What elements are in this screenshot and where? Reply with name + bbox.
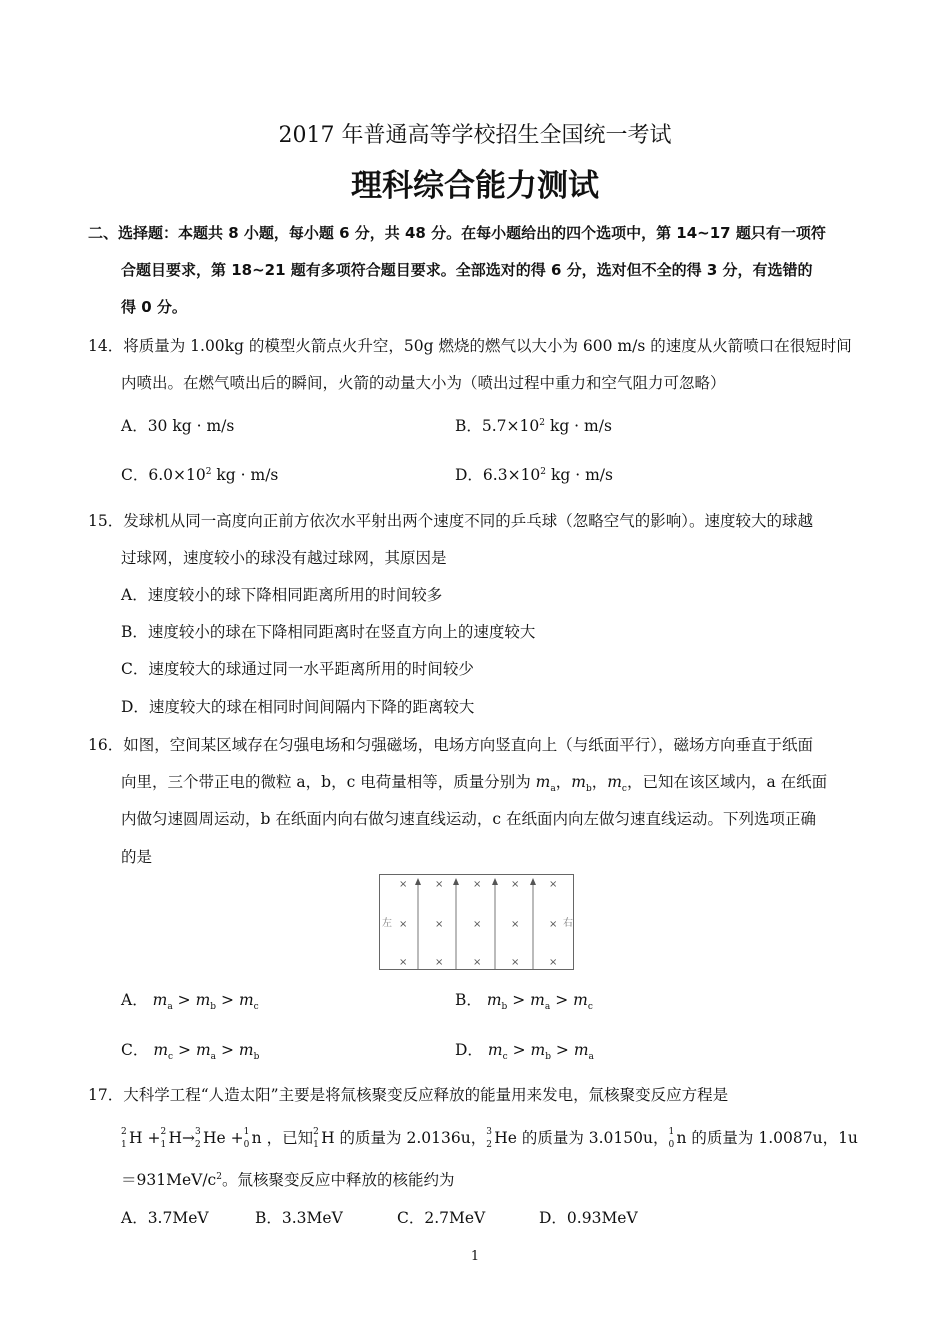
nuclide-n-nums [244, 1129, 252, 1149]
nuclide-he3-nums [195, 1129, 203, 1149]
field-cross-0-1: × [435, 879, 444, 890]
comma-2: ， [591, 773, 608, 791]
q17-option-d: D．0.93MeV [539, 1209, 638, 1227]
q16-d-m1: m [487, 1041, 503, 1059]
q16-option-c-label: C． [121, 1041, 149, 1059]
q16-a-s2: b [210, 1002, 217, 1012]
q14-option-b [455, 414, 612, 436]
q16-c-s1: c [168, 1052, 174, 1062]
q15-stem-line-2: 过球网，速度较小的球没有越过球网，其原因是 [121, 549, 447, 567]
field-cross-2-2: × [473, 957, 482, 968]
q16-d-s1: c [502, 1052, 508, 1062]
subject-title: 理科综合能力测试 [351, 168, 599, 204]
q17-equation-line [121, 1126, 858, 1149]
nuclide-n-b: n [676, 1129, 687, 1147]
field-cross-2-0: × [399, 957, 408, 968]
q16-d-gt2: > [555, 1041, 569, 1059]
field-diagram [379, 874, 574, 970]
n4b: 0 [243, 1140, 250, 1150]
field-cross-1-0: × [399, 919, 408, 930]
q15-stem-line-1: 15．发球机从同一高度向正前方依次水平射出两个速度不同的乒乓球（忽略空气的影响）。速度较大的球越 [88, 512, 813, 530]
mass-c-sub: c [621, 784, 627, 794]
q16-b-s3: c [587, 1002, 593, 1012]
q15-option-d: D．速度较大的球在相同时间间隔内下降的距离较大 [121, 698, 475, 716]
mass-b: m [571, 773, 586, 791]
nuclide-h2-b: H [168, 1129, 182, 1147]
q17-stem-line-1: 17．大科学工程“人造太阳”主要是将氚核聚变反应释放的能量用来发电，氚核聚变反应方程是 [88, 1086, 729, 1104]
section-line-3: 得 0 分。 [121, 298, 187, 316]
q16-option-d [455, 1038, 594, 1062]
field-cross-0-2: × [473, 879, 482, 890]
field-cross-1-1: × [435, 919, 444, 930]
q15-option-a: A．速度较小的球下降相同距离所用的时间较多 [121, 586, 443, 604]
q17-text-4: 的质量为 1.0087u，1u [691, 1129, 858, 1147]
q14-option-a-label: A．30 [121, 417, 168, 435]
field-cross-2-4: × [549, 957, 558, 968]
page-number: 1 [470, 1249, 480, 1264]
q17-text-1: ，已知 [266, 1129, 314, 1147]
q17-text-3: 的质量为 3.0150u， [521, 1129, 669, 1147]
q14-option-a-unit: kg · m/s [172, 417, 235, 435]
q16-option-a-label: A． [121, 991, 148, 1009]
field-cross-1-4: × [549, 919, 558, 930]
q16-c-m2: m [195, 1041, 211, 1059]
nuclide-h2-b-nums [160, 1129, 168, 1149]
q16-b-s1: b [501, 1002, 508, 1012]
q17-option-b: B．3.3MeV [255, 1209, 343, 1227]
q16-d-m3: m [573, 1041, 589, 1059]
q16-option-a [121, 988, 259, 1012]
n1b: 1 [121, 1140, 127, 1150]
q16-b-gt2: > [555, 991, 569, 1009]
q14-option-b-unit: kg · m/s [549, 417, 612, 435]
q16-stem-line-2a: 向里，三个带正电的微粒 a，b，c 电荷量相等，质量分别为 [121, 773, 531, 791]
section-line-2: 合题目要求，第 18~21 题有多项符合题目要求。全部选对的得 6 分，选对但不全的得 3 分，有选错的 [121, 261, 813, 279]
q14-option-c [121, 463, 278, 485]
q17-text-2: 的质量为 2.0136u， [339, 1129, 487, 1147]
nuclide-h2-a: H [129, 1129, 143, 1147]
q14-option-d-label: D．6.3×10 [455, 466, 541, 484]
q17-line3-exp: 2 [216, 1172, 222, 1182]
q16-a-m1: m [152, 991, 168, 1009]
field-cross-2-3: × [511, 957, 520, 968]
reaction-arrow: → [182, 1129, 195, 1147]
q16-b-gt1: > [512, 991, 526, 1009]
q16-d-s3: a [588, 1052, 594, 1062]
q14-option-d-exp: 2 [540, 467, 547, 477]
mass-a: m [535, 773, 551, 791]
q16-a-s1: a [167, 1002, 173, 1012]
n4t: 1 [243, 1127, 250, 1137]
q14-stem-line-1: 14．将质量为 1.00kg 的模型火箭点火升空，50g 燃烧的燃气以大小为 600 m/s 的速度从火箭喷口在很短时间 [88, 337, 852, 355]
field-cross-1-3: × [511, 919, 520, 930]
q16-d-gt1: > [512, 1041, 526, 1059]
q16-a-m3: m [238, 991, 254, 1009]
n6b: 2 [486, 1140, 492, 1150]
nuclide-n-b-nums [669, 1129, 677, 1149]
q14-option-c-exp: 2 [205, 467, 212, 477]
q14-stem-line-2: 内喷出。在燃气喷出后的瞬间，火箭的动量大小为（喷出过程中重力和空气阻力可忽略） [121, 374, 726, 392]
n3b: 2 [195, 1140, 201, 1150]
q16-stem-line-2 [121, 770, 827, 794]
q16-a-m2: m [195, 991, 211, 1009]
n3t: 3 [195, 1127, 201, 1137]
field-cross-2-1: × [435, 957, 444, 968]
q16-stem-line-2b: ，已知在该区域内，a 在纸面 [626, 773, 828, 791]
comma-1: ， [555, 773, 572, 791]
q14-option-b-label: B．5.7×10 [455, 417, 540, 435]
q16-c-s3: b [253, 1052, 260, 1062]
n2t: 2 [160, 1127, 167, 1137]
q16-a-s3: c [253, 1002, 259, 1012]
section-line-1: 二、选择题：本题共 8 小题，每小题 6 分，共 48 分。在每小题给出的四个选项中，第 14~17 题只有一项符 [88, 224, 826, 242]
q16-c-gt2: > [220, 1041, 234, 1059]
n1t: 2 [121, 1127, 127, 1137]
q14-option-b-exp: 2 [539, 418, 545, 428]
field-diagram-svg [380, 875, 573, 969]
q16-b-m1: m [486, 991, 502, 1009]
n5b: 1 [313, 1140, 319, 1150]
q16-b-s2: a [544, 1002, 551, 1012]
n7b: 0 [668, 1140, 675, 1150]
n6t: 3 [486, 1127, 492, 1137]
q16-option-b [455, 988, 593, 1012]
q16-a-gt1: > [177, 991, 191, 1009]
q16-stem-line-1: 16．如图，空间某区域存在匀强电场和匀强磁场，电场方向竖直向上（与纸面平行），磁场方向垂直于纸面 [88, 736, 813, 754]
label-left: 左 [382, 918, 392, 929]
field-cross-0-0: × [399, 879, 408, 890]
q17-line3-a: ＝931MeV/c [121, 1171, 217, 1189]
nuclide-h2-a-nums [121, 1129, 129, 1149]
nuclide-n: n [251, 1129, 262, 1147]
q14-option-d-unit: kg · m/s [550, 466, 613, 484]
plus-1: + [147, 1129, 161, 1147]
q14-option-a [121, 414, 234, 436]
n5t: 2 [313, 1127, 319, 1137]
q16-c-s2: a [210, 1052, 217, 1062]
q16-c-gt1: > [178, 1041, 191, 1059]
mass-a-sub: a [550, 784, 556, 794]
field-cross-1-2: × [473, 919, 482, 930]
label-right: 右 [563, 918, 573, 929]
q16-stem-line-3: 内做匀速圆周运动，b 在纸面内向右做匀速直线运动，c 在纸面内向左做匀速直线运动。下列选项正确 [121, 810, 816, 828]
q16-stem-line-4: 的是 [121, 848, 153, 866]
q16-option-b-label: B． [455, 991, 482, 1009]
q14-option-c-label: C．6.0×10 [121, 466, 206, 484]
mass-c: m [607, 773, 622, 791]
q16-option-d-label: D． [455, 1041, 483, 1059]
q16-c-m1: m [153, 1041, 169, 1059]
nuclide-he3-b: He [494, 1129, 517, 1147]
exam-title: 2017 年普通高等学校招生全国统一考试 [278, 123, 672, 148]
n7t: 1 [668, 1127, 675, 1137]
q17-option-c: C．2.7MeV [397, 1209, 486, 1227]
nuclide-h2-c-nums [313, 1129, 321, 1149]
q16-d-m2: m [530, 1041, 546, 1059]
q14-option-c-unit: kg · m/s [216, 466, 279, 484]
field-cross-0-3: × [511, 879, 520, 890]
q14-option-d [455, 463, 613, 485]
plus-2: + [230, 1129, 244, 1147]
q15-option-c: C．速度较大的球通过同一水平距离所用的时间较少 [121, 660, 474, 678]
q16-b-m2: m [530, 991, 545, 1009]
q16-c-m3: m [238, 1041, 254, 1059]
n2b: 1 [160, 1140, 167, 1150]
nuclide-h2-c: H [321, 1129, 335, 1147]
field-cross-0-4: × [549, 879, 558, 890]
nuclide-he3-b-nums [486, 1129, 494, 1149]
q17-option-a: A．3.7MeV [121, 1209, 209, 1227]
mass-b-sub: b [585, 784, 592, 794]
q17-stem-line-3 [121, 1168, 454, 1190]
q16-option-c [121, 1038, 259, 1062]
q17-line3-tail: 。氚核聚变反应中释放的核能约为 [221, 1171, 455, 1189]
nuclide-he3: He [203, 1129, 226, 1147]
q15-option-b: B．速度较小的球在下降相同距离时在竖直方向上的速度较大 [121, 623, 536, 641]
q16-b-m3: m [573, 991, 588, 1009]
q16-a-gt2: > [221, 991, 234, 1009]
q16-d-s2: b [545, 1052, 551, 1062]
